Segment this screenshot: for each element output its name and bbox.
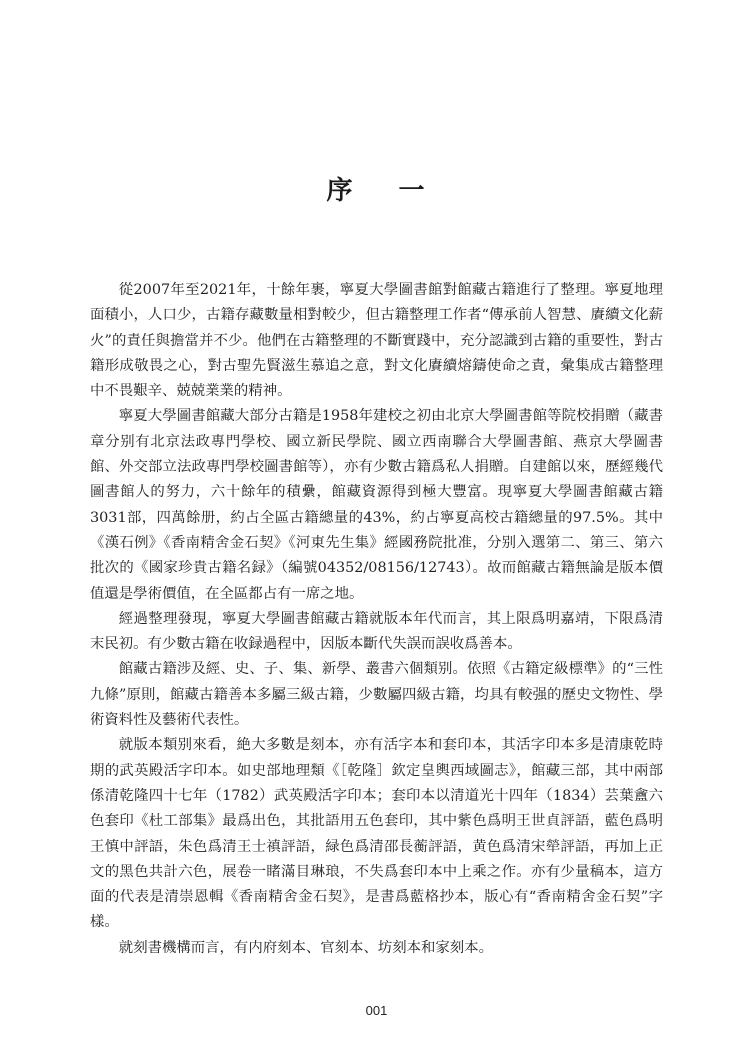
body-text	[90, 278, 663, 961]
paragraph: 從2007年至2021年，十餘年裹，寧夏大學圖書館對館藏古籍進行了整理。寧夏地理面積小，人口少，古籍存藏數量相對較少，但古籍整理工作者“傳承前人智慧、賡續文化薪火”的責任與擔當并不少。他們在古籍整理的不斷實踐中，充分認識到古籍的重要性，對古籍形成敬畏之心，對古聖先賢滋生慕追之意，對文化賡續熔鑄使命之責，彙集成古籍整理中不畏艱辛、兢兢業業的精神。	[90, 282, 663, 400]
paragraph: 經過整理發現，寧夏大學圖書館藏古籍就版本年代而言，其上限爲明嘉靖，下限爲清末民初。有少數古籍在收録過程中，因版本斷代失誤而誤收爲善本。	[90, 610, 663, 653]
page-title	[0, 170, 753, 207]
paragraph: 就版本類别來看，絶大多數是刻本，亦有活字本和套印本，其活字印本多是清康乾時期的武英殿活字印本。如史部地理類《［乾隆］欽定皇輿西域圖志》，館藏三部，其中兩部係清乾隆四十七年（1782）武英殿活字印本；套印本以清道光十四年（1834）芸葉盦六色套印《杜工部集》最爲出色，其批語用五色套印，其中紫色爲明王世貞評語，藍色爲明王慎中評語，朱色爲清王士禛評語，緑色爲清邵長蘅評語，黄色爲清宋犖評語，再加上正文的黑色共計六色，展卷一睹滿目琳琅，不失爲套印本中上乘之作。亦有少量稿本，這方面的代表是清崇恩輯《香南精舍金石契》，是書爲藍格抄本，版心有“香南精舍金石契”字樣。	[90, 737, 663, 931]
title-char-1: 序	[326, 176, 355, 206]
paragraph: 寧夏大學圖書館藏大部分古籍是1958年建校之初由北京大學圖書館等院校捐贈（藏書章分别有北京法政專門學校、國立新民學院、國立西南聯合大學圖書館、燕京大學圖書館、外交部立法政專門學校圖書館等），亦有少數古籍爲私人捐贈。自建館以來，歷經幾代圖書館人的努力，六十餘年的積纍，館藏資源得到極大豐富。現寧夏大學圖書館藏古籍3031部，四萬餘册，約占全區古籍總量的43%，約占寧夏高校古籍總量的97.5%。其中《漢石例》《香南精舍金石契》《河東先生集》經國務院批准，分别入選第二、第三、第六批次的《國家珍貴古籍名録》（編號04352/08156/12743）。故而館藏古籍無論是版本價值還是學術價值，在全區都占有一席之地。	[90, 408, 663, 602]
title-char-2: 一	[398, 176, 427, 206]
page-number: 001	[365, 1003, 388, 1018]
paragraph: 館藏古籍涉及經、史、子、集、新學、叢書六個類别。依照《古籍定級標準》的“三性九條”原則，館藏古籍善本多屬三級古籍，少數屬四級古籍，均具有較强的歷史文物性、學術資料性及藝術代表性。	[90, 661, 663, 729]
paragraph: 就刻書機構而言，有内府刻本、官刻本、坊刻本和家刻本。	[118, 939, 493, 956]
